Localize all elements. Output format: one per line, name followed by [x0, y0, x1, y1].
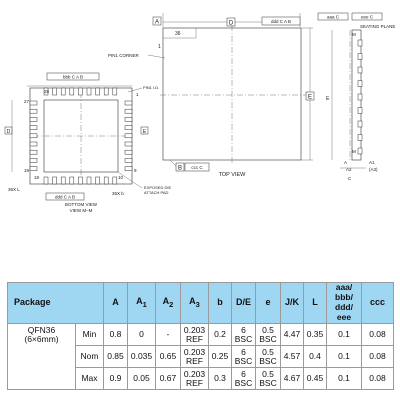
pad	[125, 142, 132, 146]
side-lead	[358, 94, 362, 100]
datum-c-label: C	[348, 176, 352, 181]
pin-18-label: 18	[34, 175, 40, 180]
datum-a-label: A	[154, 19, 160, 26]
table-cell: 0.3	[209, 368, 232, 390]
pad	[61, 88, 65, 95]
header-a1: $A_1$	[128, 283, 156, 324]
datum-b-label: B	[177, 165, 183, 172]
table-cell: 0.35	[304, 324, 327, 346]
table-cell: 0.25	[209, 346, 232, 368]
table-body	[8, 324, 394, 390]
a-label: A	[344, 160, 348, 165]
pad	[61, 177, 65, 184]
table-cell: 4.67	[281, 368, 304, 390]
dimension-table	[7, 282, 394, 390]
header-tolerances: aaa/ bbb/ ddd/ eee	[327, 283, 362, 324]
table-cell: 0.035	[128, 346, 156, 368]
pads-right	[125, 101, 132, 171]
pad	[96, 177, 100, 184]
pad	[78, 177, 82, 184]
side-lead	[358, 121, 362, 127]
pad	[125, 126, 132, 130]
dim-d2-label: D	[6, 128, 11, 135]
ddd-tolerance-text: ddd C A B	[270, 19, 292, 24]
pad	[70, 88, 74, 95]
pad	[104, 88, 108, 95]
side-lead	[358, 135, 362, 141]
table-cell: 0.4	[304, 346, 327, 368]
table-cell: 0.203 REF	[181, 346, 209, 368]
side-lead	[358, 148, 362, 154]
table-header-row	[8, 283, 394, 324]
pin-count-corner: 1	[158, 44, 161, 50]
header-a3: $A_3$	[181, 283, 209, 324]
eee-tolerance-text: eee C	[360, 14, 374, 20]
pad	[53, 88, 57, 95]
pad	[113, 177, 117, 184]
header-e: e	[256, 283, 281, 324]
a3-label: (A3)	[369, 167, 378, 172]
side-lead	[358, 54, 362, 60]
view-mm-title: VIEW M–M	[69, 208, 93, 213]
top-view	[108, 13, 314, 178]
header-b: b	[209, 283, 232, 324]
pad	[125, 117, 132, 121]
bottom-view-title: BOTTOM VIEW	[65, 202, 97, 207]
pad	[125, 101, 132, 105]
table-cell: 4.47	[281, 324, 304, 346]
exposed-pad-label-2: ATTACH PAD	[144, 190, 169, 195]
pin1-corner-label: PIN1 CORNER	[108, 53, 139, 58]
pad	[30, 101, 37, 105]
header-package: Package	[8, 283, 104, 324]
pads-top	[44, 88, 117, 95]
table-cell: 0.08	[362, 324, 394, 346]
row-kind-cell: Min	[76, 324, 104, 346]
table-cell: 0.1	[327, 346, 362, 368]
pad	[125, 109, 132, 113]
row-kind-cell: Max	[76, 368, 104, 390]
pad	[104, 177, 108, 184]
table-cell: 0	[128, 324, 156, 346]
pad	[30, 142, 37, 146]
pad	[113, 88, 117, 95]
pin-1-label: 1	[136, 92, 139, 97]
pad	[125, 167, 132, 171]
table-cell: 0.65	[156, 346, 181, 368]
pin-9-label: 9	[134, 168, 137, 173]
table-cell: 0.08	[362, 368, 394, 390]
pin-count-top: 36	[175, 31, 181, 37]
ccc-tolerance-text: ccc C	[191, 165, 203, 170]
side-lead	[358, 67, 362, 73]
table-cell: 0.2	[209, 324, 232, 346]
pad	[44, 177, 48, 184]
table-cell: 0.5 BSC	[256, 368, 281, 390]
row-kind-cell: Nom	[76, 346, 104, 368]
table-cell: 4.57	[281, 346, 304, 368]
pin-28-label: 28	[44, 89, 50, 94]
pad	[78, 88, 82, 95]
table-cell: 0.1	[327, 324, 362, 346]
table-cell: 0.8	[104, 324, 128, 346]
package-name-cell: QFN36 (6×6mm)	[8, 324, 76, 390]
table-cell: 0.67	[156, 368, 181, 390]
l-dimension-label: 36X L	[8, 187, 20, 192]
pad	[53, 177, 57, 184]
side-lead	[358, 108, 362, 114]
side-view	[318, 13, 395, 181]
table-cell: 6 BSC	[232, 324, 256, 346]
table-cell: 0.5 BSC	[256, 346, 281, 368]
header-ccc: ccc	[362, 283, 394, 324]
ddd-frame-2-text: ddd C A B	[54, 194, 76, 200]
pin-10-label: 10	[118, 175, 124, 180]
header-a: A	[104, 283, 128, 324]
table-cell: 0.9	[104, 368, 128, 390]
table-cell: 6 BSC	[232, 346, 256, 368]
side-lead	[358, 81, 362, 87]
top-view-title: TOP VIEW	[218, 172, 246, 178]
table-cell: 0.45	[304, 368, 327, 390]
bbb-tolerance-text: bbb C A B	[62, 74, 84, 80]
pad	[87, 177, 91, 184]
pin1-id-label: PIN1 I.D.	[143, 85, 160, 90]
pad	[87, 88, 91, 95]
dim-d-label: D	[228, 20, 234, 27]
pin-19-label: 19	[24, 168, 30, 173]
m-label-top: M	[352, 32, 356, 37]
header-de: D/E	[232, 283, 256, 324]
pad	[30, 134, 37, 138]
exposed-pad-label-1: EXPOSED DIE	[144, 185, 172, 190]
pad	[125, 158, 132, 162]
dim-e-label: E	[307, 94, 313, 101]
pads-left	[30, 101, 37, 171]
table-cell: 0.05	[128, 368, 156, 390]
pad	[96, 88, 100, 95]
pad	[125, 150, 132, 154]
pad	[30, 117, 37, 121]
side-leads	[358, 40, 362, 154]
pad	[30, 167, 37, 171]
aaa-tolerance-text: aaa C	[326, 14, 340, 20]
bottom-view	[5, 73, 171, 213]
pad	[30, 158, 37, 162]
table-cell: -	[156, 324, 181, 346]
table-row	[8, 324, 394, 346]
pads-bottom	[44, 177, 117, 184]
dim-e2-label: E	[142, 128, 147, 135]
m-label-bottom: M	[352, 149, 356, 154]
side-e-label: E	[326, 96, 330, 102]
table-cell: 0.08	[362, 346, 394, 368]
seating-plane-label: SEATING PLANE	[360, 24, 396, 29]
table-cell: 0.5 BSC	[256, 324, 281, 346]
pad	[70, 177, 74, 184]
header-jk: J/K	[281, 283, 304, 324]
a2-label: A2	[346, 167, 352, 172]
table-cell: 0.203 REF	[181, 368, 209, 390]
header-a2: $A_2$	[156, 283, 181, 324]
side-lead	[358, 40, 362, 46]
pad	[30, 126, 37, 130]
table-cell: 0.1	[327, 368, 362, 390]
pin-27-label: 27	[24, 99, 30, 104]
table-cell: 6 BSC	[232, 368, 256, 390]
table-cell: 0.203 REF	[181, 324, 209, 346]
pad	[30, 109, 37, 113]
pad	[125, 134, 132, 138]
b-dimension-label: 36X b	[112, 191, 124, 196]
table-cell: 0.85	[104, 346, 128, 368]
a1-label: A1	[369, 160, 375, 165]
pad	[30, 150, 37, 154]
header-l: L	[304, 283, 327, 324]
